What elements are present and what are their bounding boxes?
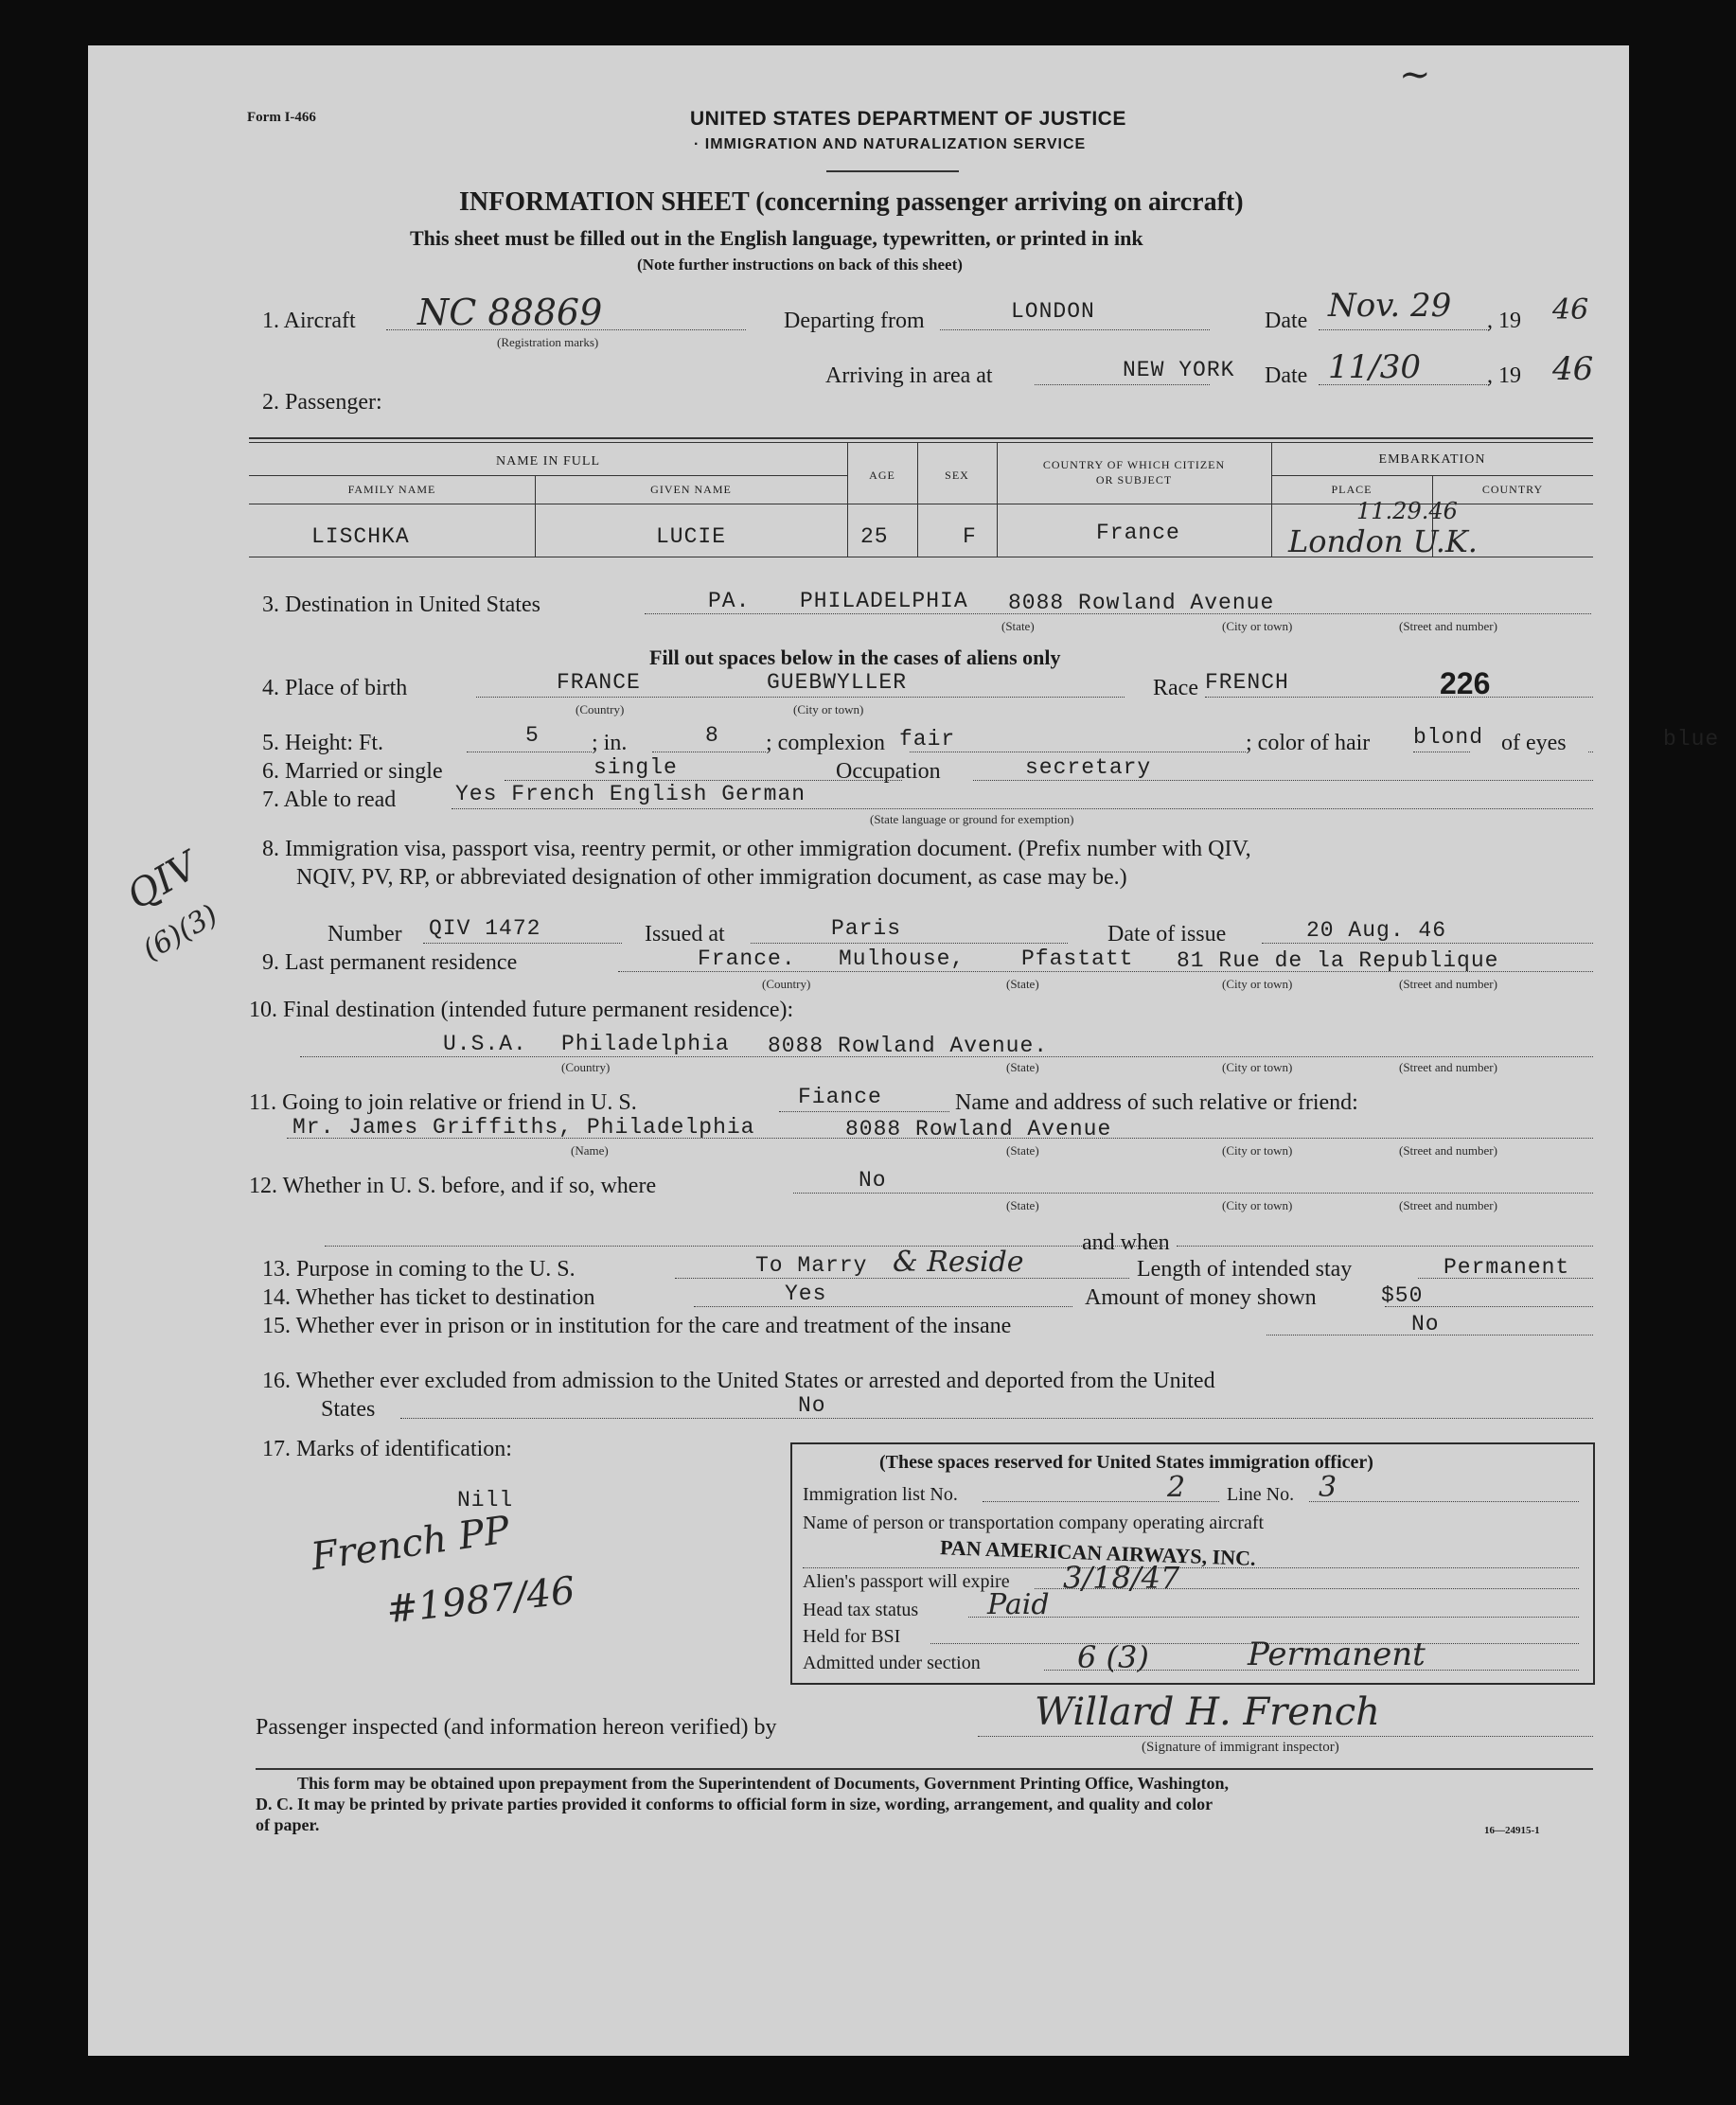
list-number: 2 <box>1167 1471 1186 1504</box>
race: FRENCH <box>1205 670 1289 695</box>
residence-label: 9. Last permanent residence <box>262 950 518 975</box>
join-relation-line <box>779 1111 949 1112</box>
height-feet: 5 <box>525 723 540 748</box>
arriving-at: NEW YORK <box>1123 358 1235 382</box>
given-name: LUCIE <box>656 524 727 549</box>
languages: Yes French English German <box>455 782 806 806</box>
stay-value: Permanent <box>1444 1255 1570 1280</box>
height-inches: 8 <box>705 723 719 748</box>
residence-country-caption: (Country) <box>762 977 811 991</box>
before-label: 12. Whether in U. S. before, and if so, where <box>249 1174 657 1198</box>
final-destination-state: Philadelphia <box>561 1032 730 1056</box>
join-street: 8088 Rowland Avenue <box>845 1117 1112 1141</box>
and-when-label: and when <box>1082 1230 1170 1255</box>
before-line <box>793 1193 1593 1194</box>
money-value: $50 <box>1381 1283 1424 1308</box>
marks-handwritten-1: French PP <box>308 1508 513 1580</box>
hair-label: ; color of hair <box>1246 731 1371 755</box>
final-country-caption: (Country) <box>561 1060 611 1074</box>
margin-note-section: (6)(3) <box>136 898 224 967</box>
footer-text-1: This form may be obtained upon prepayment from the Superintendent of Documents, Government Printing Office, Washington, <box>297 1774 1230 1793</box>
visa-label-1: 8. Immigration visa, passport visa, reentry permit, or other immigration document. (Prefix number with QIV, <box>262 837 1251 861</box>
visa-date-label: Date of issue <box>1107 922 1227 946</box>
aircraft-registration: NC 88869 <box>417 292 603 333</box>
prison-label: 15. Whether ever in prison or in institution for the care and treatment of the insane <box>262 1314 1012 1338</box>
departure-year: 46 <box>1552 293 1589 327</box>
given-name-header: GIVEN NAME <box>650 483 732 496</box>
destination-state-caption: (State) <box>1001 619 1035 633</box>
ticket-value: Yes <box>785 1282 827 1306</box>
married-label: 6. Married or single <box>262 759 443 784</box>
read-line <box>452 808 1593 809</box>
final-destination-label: 10. Final destination (intended future permanent residence): <box>249 998 794 1022</box>
table-top-rule-2 <box>249 442 1593 443</box>
visa-number: QIV 1472 <box>429 916 541 941</box>
footer-rule <box>256 1768 1593 1770</box>
visa-date-line <box>1262 943 1593 944</box>
marks-label: 17. Marks of identification: <box>262 1437 512 1461</box>
head-tax-label: Head tax status <box>803 1600 919 1620</box>
final-destination-street: 8088 Rowland Avenue. <box>768 1034 1049 1058</box>
marks-value: Nill <box>457 1488 514 1512</box>
embark-country-header: COUNTRY <box>1481 483 1544 496</box>
table-top-rule <box>249 437 1593 439</box>
department-name: UNITED STATES DEPARTMENT OF JUSTICE <box>690 108 1126 130</box>
ticket-label: 14. Whether has ticket to destination <box>262 1285 595 1310</box>
height-label: 5. Height: Ft. <box>262 731 384 755</box>
and-when-line-2 <box>1177 1246 1593 1247</box>
form-number: Form I-466 <box>247 110 316 125</box>
visa-date: 20 Aug. 46 <box>1306 918 1447 943</box>
service-name: · IMMIGRATION AND NATURALIZATION SERVICE <box>694 136 1087 152</box>
destination-state: PA. <box>708 589 751 613</box>
head-tax-line <box>968 1617 1579 1618</box>
aircraft-label: 1. Aircraft <box>262 309 356 333</box>
complexion-label: ; complexion <box>766 731 885 755</box>
age-header: AGE <box>869 469 895 482</box>
embarkation-header: EMBARKATION <box>1378 452 1486 467</box>
visa-label-2: NQIV, PV, RP, or abbreviated designation of other immigration document, as case may be.) <box>296 865 1127 890</box>
visa-number-line <box>423 943 622 944</box>
destination-city: PHILADELPHIA <box>800 589 968 613</box>
admitted-status: Permanent <box>1248 1636 1426 1673</box>
citizenship: France <box>1096 521 1180 545</box>
inspected-label: Passenger inspected (and information hereon verified) by <box>256 1715 777 1740</box>
marks-handwritten-2: #1987/46 <box>384 1568 577 1633</box>
final-destination-country: U.S.A. <box>443 1032 527 1056</box>
and-when-line-1 <box>325 1246 1167 1247</box>
footer-text-3: of paper. <box>256 1815 320 1834</box>
departing-from: LONDON <box>1011 299 1095 324</box>
race-code: 226 <box>1440 666 1491 700</box>
residence-street: 81 Rue de la Republique <box>1177 948 1499 973</box>
stay-label: Length of intended stay <box>1137 1257 1353 1282</box>
visa-number-label: Number <box>328 922 402 946</box>
corner-pen-mark: ~ <box>1399 53 1431 97</box>
signature-caption: (Signature of immigrant inspector) <box>1142 1740 1339 1755</box>
ticket-line <box>694 1306 1072 1307</box>
birth-country: FRANCE <box>557 670 641 695</box>
name-in-full-header: NAME IN FULL <box>496 454 600 469</box>
country-citizen-header: COUNTRY OF WHICH CITIZEN <box>1042 458 1226 471</box>
departing-label: Departing from <box>784 309 925 333</box>
place-header: PLACE <box>1331 483 1373 496</box>
registration-caption: (Registration marks) <box>497 335 599 349</box>
final-state-caption: (State) <box>1006 1060 1039 1074</box>
section-label: Admitted under section <box>803 1653 981 1673</box>
departing-line <box>940 329 1210 330</box>
residence-street-caption: (Street and number) <box>1399 977 1497 991</box>
join-label: 11. Going to join relative or friend in U. S. <box>249 1090 637 1115</box>
sex: F <box>963 524 977 549</box>
race-label: Race <box>1153 676 1198 700</box>
join-name: Mr. James Griffiths, Philadelphia <box>292 1115 755 1140</box>
before-value: No <box>859 1168 887 1193</box>
prison-value: No <box>1411 1312 1440 1336</box>
departure-date-line <box>1319 329 1489 330</box>
eyes-label: of eyes <box>1501 731 1567 755</box>
departure-date-label: Date <box>1265 309 1308 333</box>
occupation-label: Occupation <box>836 759 941 784</box>
officer-box-heading: (These spaces reserved for United States immigration officer) <box>879 1452 1373 1473</box>
inspector-signature: Willard H. French <box>1035 1690 1380 1734</box>
join-relation: Fiance <box>798 1085 882 1109</box>
money-label: Amount of money shown <box>1085 1285 1317 1310</box>
residence-state-caption: (State) <box>1006 977 1039 991</box>
before-street-caption: (Street and number) <box>1399 1198 1497 1212</box>
race-line <box>1205 697 1593 698</box>
form-note: (Note further instructions on back of this sheet) <box>637 256 963 274</box>
residence-country: France. <box>698 946 796 971</box>
excluded-label-2: States <box>321 1397 376 1422</box>
form-subtitle: This sheet must be filled out in the English language, typewritten, or printed in ink <box>410 226 1143 250</box>
departure-date: Nov. 29 <box>1328 287 1452 325</box>
arriving-label: Arriving in area at <box>825 363 993 388</box>
country-citizen-header-2: OR SUBJECT <box>1095 473 1173 486</box>
excluded-value: No <box>798 1393 826 1418</box>
hair-color: blond <box>1413 725 1484 750</box>
form-title: INFORMATION SHEET (concerning passenger arriving on aircraft) <box>459 187 1244 217</box>
join-city-caption: (City or town) <box>1222 1143 1293 1158</box>
final-street-caption: (Street and number) <box>1399 1060 1497 1074</box>
list-number-label: Immigration list No. <box>803 1484 958 1505</box>
join-name-label: Name and address of such relative or friend: <box>955 1090 1358 1115</box>
footer-text-2: D. C. It may be printed by private parties provided it conforms to official form in size, wording, arrangement, and quality and color <box>256 1795 1213 1813</box>
read-caption: (State language or ground for exemption) <box>870 812 1074 826</box>
visa-issued-label: Issued at <box>645 922 725 946</box>
complexion: fair <box>899 727 956 752</box>
read-label: 7. Able to read <box>262 787 397 812</box>
line-number-line <box>1309 1501 1579 1502</box>
name-subheader-rule <box>249 475 847 476</box>
visa-issued-line <box>751 943 1068 944</box>
visa-issued-at: Paris <box>831 916 902 941</box>
join-state-caption: (State) <box>1006 1143 1039 1158</box>
company-stamp: PAN AMERICAN AIRWAYS, INC. <box>939 1535 1256 1570</box>
passport-expire: 3/18/47 <box>1063 1560 1180 1596</box>
residence-city: Pfastatt <box>1021 946 1134 971</box>
passport-expire-label: Alien's passport will expire <box>803 1571 1010 1592</box>
join-name-caption: (Name) <box>571 1143 609 1158</box>
sex-header: SEX <box>945 469 969 482</box>
height-inches-label: ; in. <box>592 731 628 755</box>
arrival-date: 11/30 <box>1328 348 1421 386</box>
passenger-label: 2. Passenger: <box>262 390 382 415</box>
form-sheet <box>88 45 1720 2056</box>
marital-status: single <box>593 755 678 780</box>
destination-city-caption: (City or town) <box>1222 619 1293 633</box>
family-name-header: FAMILY NAME <box>347 483 436 496</box>
destination-street: 8088 Rowland Avenue <box>1008 591 1275 615</box>
birth-country-caption: (Country) <box>576 702 625 716</box>
admitted-section: 6 (3) <box>1077 1639 1149 1675</box>
embarkation-place: London U.K. <box>1288 523 1478 559</box>
head-tax-status: Paid <box>987 1588 1050 1621</box>
residence-state: Mulhouse, <box>839 946 965 971</box>
birth-line <box>476 697 1125 698</box>
line-number: 3 <box>1319 1471 1337 1504</box>
company-line <box>803 1567 1579 1568</box>
embarkation-date: 11.29.46 <box>1356 498 1458 524</box>
footer-code: 16—24915-1 <box>1484 1825 1540 1836</box>
header-rule <box>826 170 959 172</box>
purpose-value: To Marry <box>755 1253 868 1278</box>
residence-city-caption: (City or town) <box>1222 977 1293 991</box>
before-city-caption: (City or town) <box>1222 1198 1293 1212</box>
purpose-value-handwritten: & Reside <box>893 1246 1024 1279</box>
before-state-caption: (State) <box>1006 1198 1039 1212</box>
destination-street-caption: (Street and number) <box>1399 619 1497 633</box>
bsi-label: Held for BSI <box>803 1626 901 1647</box>
arrival-year: 46 <box>1552 350 1594 388</box>
birth-city-caption: (City or town) <box>793 702 864 716</box>
arrival-year-prefix: , 19 <box>1487 363 1521 388</box>
join-street-caption: (Street and number) <box>1399 1143 1497 1158</box>
aliens-heading: Fill out spaces below in the cases of aliens only <box>649 646 1061 669</box>
occupation-line <box>973 780 1593 781</box>
excluded-line <box>400 1418 1593 1419</box>
arrival-date-label: Date <box>1265 363 1308 388</box>
family-name: LISCHKA <box>311 524 410 549</box>
birth-city: GUEBWYLLER <box>767 670 908 695</box>
line-number-label: Line No. <box>1227 1484 1295 1505</box>
destination-label: 3. Destination in United States <box>262 593 540 617</box>
occupation: secretary <box>1025 755 1152 780</box>
eye-color: blue <box>1663 727 1720 752</box>
final-city-caption: (City or town) <box>1222 1060 1293 1074</box>
arriving-line <box>1035 384 1210 385</box>
col-sep-3 <box>917 443 918 557</box>
col-sep-2 <box>847 443 848 557</box>
age: 25 <box>860 524 889 549</box>
company-label: Name of person or transportation company operating aircraft <box>803 1512 1265 1533</box>
departure-year-prefix: , 19 <box>1487 309 1521 333</box>
signature-line <box>978 1736 1593 1737</box>
margin-note-qiv: QIV <box>119 843 205 919</box>
purpose-label: 13. Purpose in coming to the U. S. <box>262 1257 576 1282</box>
birth-label: 4. Place of birth <box>262 676 408 700</box>
excluded-label-1: 16. Whether ever excluded from admission to the United States or arrested and deported from the United <box>262 1369 1215 1393</box>
